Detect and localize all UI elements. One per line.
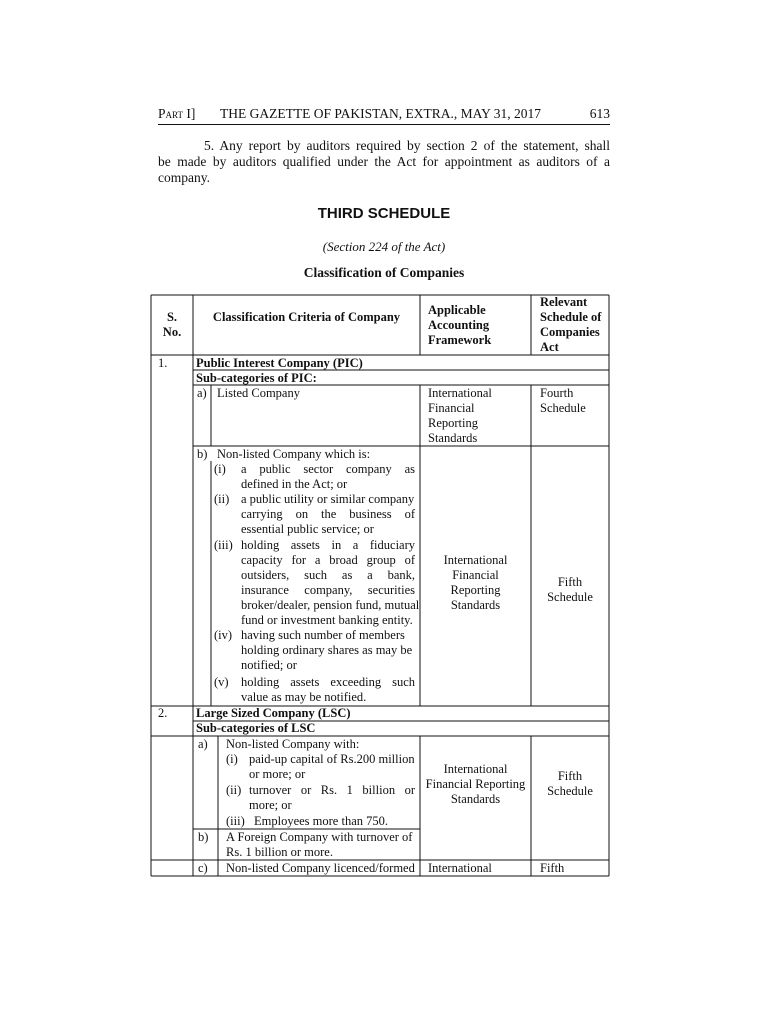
classification-heading: Classification of Companies <box>303 265 465 280</box>
pic-ii-num: (ii) <box>214 492 230 506</box>
lsc-ii-line-2: more; or <box>249 798 292 812</box>
lsc-b-line-1: A Foreign Company with turnover of <box>226 830 413 844</box>
pic-iv-line-1: having such number of members <box>241 628 405 642</box>
header-sno-line-1: S. <box>166 310 178 324</box>
row-number-1: 1. <box>158 356 168 370</box>
lsc-i-num: (i) <box>226 752 238 766</box>
pic-b-schedule-line-2: Schedule <box>547 590 593 604</box>
lsc-framework-line-3: Standards <box>450 792 501 806</box>
pic-title: Public Interest Company (PIC) <box>196 356 363 370</box>
lsc-ii-num: (ii) <box>226 783 242 797</box>
pic-b-label: b) <box>197 447 208 461</box>
lsc-framework <box>420 762 531 807</box>
paragraph-line-2: be made by auditors qualified under the Act for appointment as auditors of a <box>158 154 610 169</box>
row-number-2: 2. <box>158 706 168 720</box>
pic-a-schedule-line-2: Schedule <box>540 401 586 415</box>
lsc-b-line-2: Rs. 1 billion or more. <box>226 845 333 859</box>
lsc-iii-num: (iii) <box>226 814 245 828</box>
lsc-i-line-1: paid-up capital of Rs.200 million <box>249 752 415 766</box>
lsc-a-text: Non-listed Company with: <box>226 737 360 751</box>
pic-iii-line-4: insurance company, securities <box>241 583 415 597</box>
header-schedule-line-1: Relevant <box>540 295 588 309</box>
pic-subcategories: Sub-categories of PIC: <box>196 371 317 385</box>
gazette-title: THE GAZETTE OF PAKISTAN, EXTRA., MAY 31, 2017 <box>220 106 542 121</box>
pic-iii-line-5: broker/dealer, pension fund, mutual <box>241 598 420 612</box>
pic-i-line-2: defined in the Act; or <box>241 477 348 491</box>
lsc-c-text: Non-listed Company licenced/formed <box>226 861 415 875</box>
pic-v-num: (v) <box>214 675 229 689</box>
header-sno-line-2: No. <box>162 325 182 339</box>
paragraph-line-3: company. <box>158 170 210 185</box>
pic-ii-line-1: a public utility or similar company <box>241 492 415 506</box>
pic-iv-line-2: holding ordinary shares as may be <box>241 643 413 657</box>
header-schedule-line-2: Schedule of <box>540 310 602 324</box>
header-schedule-line-4: Act <box>540 340 559 354</box>
pic-v-line-2: value as may be notified. <box>241 690 367 704</box>
pic-iii-line-6: fund or investment banking entity. <box>241 613 413 627</box>
pic-iii-line-3: outsiders, such as a bank, <box>241 568 415 582</box>
pic-a-framework <box>428 386 492 446</box>
pic-ii-line-2: carrying on the business of <box>241 507 415 521</box>
pic-iii-line-2: capacity for a broad group of <box>241 553 415 567</box>
pic-i-line-1: a public sector company as <box>241 462 415 476</box>
lsc-schedule <box>531 769 609 799</box>
pic-i-num: (i) <box>214 462 226 476</box>
pic-a-framework-line-3: Reporting <box>428 416 478 430</box>
pic-iv-num: (iv) <box>214 628 233 642</box>
lsc-c-schedule: Fifth <box>540 861 565 875</box>
pic-b-schedule-line-1: Fifth <box>557 575 583 589</box>
pic-a-framework-line-2: Financial <box>428 401 475 415</box>
lsc-ii-line-1: turnover or Rs. 1 billion or <box>249 783 415 797</box>
pic-b-framework-line-3: Reporting <box>450 583 501 597</box>
pic-b-schedule <box>531 575 609 605</box>
pic-a-schedule <box>540 386 586 416</box>
header-criteria: Classification Criteria of Company <box>212 310 401 324</box>
pic-b-framework <box>420 553 531 613</box>
pic-b-framework-line-4: Standards <box>450 598 501 612</box>
pic-b-text: Non-listed Company which is: <box>217 447 371 461</box>
pic-ii-line-3: essential public service; or <box>241 522 374 536</box>
pic-a-schedule-line-1: Fourth <box>540 386 574 400</box>
lsc-c-label: c) <box>198 861 208 875</box>
lsc-subcategories: Sub-categories of LSC <box>196 721 316 735</box>
paragraph-line-1: 5. Any report by auditors required by section 2 of the statement, shall <box>204 138 610 153</box>
lsc-schedule-line-2: Schedule <box>547 784 593 798</box>
lsc-a-label: a) <box>198 737 208 751</box>
lsc-framework-line-2: Financial Reporting <box>425 777 526 791</box>
header-schedule <box>540 295 601 355</box>
pic-a-text: Listed Company <box>217 386 300 400</box>
page-number: 613 <box>589 106 610 121</box>
pic-a-framework-line-1: International <box>428 386 492 400</box>
part-label: Part I] <box>158 106 196 121</box>
lsc-title: Large Sized Company (LSC) <box>196 706 351 720</box>
pic-iii-num: (iii) <box>214 538 233 552</box>
pic-a-label: a) <box>197 386 207 400</box>
lsc-b-label: b) <box>198 830 209 844</box>
lsc-framework-line-1: International <box>443 762 508 776</box>
schedule-subtitle: (Section 224 of the Act) <box>322 239 446 254</box>
header-sno <box>151 310 193 340</box>
lsc-schedule-line-1: Fifth <box>557 769 583 783</box>
lsc-i-line-2: or more; or <box>249 767 306 781</box>
header-schedule-line-3: Companies <box>540 325 600 339</box>
header-framework <box>428 303 491 348</box>
pic-a-framework-line-4: Standards <box>428 431 478 445</box>
pic-iv-line-3: notified; or <box>241 658 297 672</box>
schedule-title: THIRD SCHEDULE <box>317 205 451 222</box>
pic-b-framework-line-2: Financial <box>452 568 499 582</box>
lsc-c-framework: International <box>428 861 492 875</box>
pic-v-line-1: holding assets exceeding such <box>241 675 415 689</box>
header-framework-line-2: Accounting <box>428 318 490 332</box>
header-framework-line-3: Framework <box>428 333 492 347</box>
header-framework-line-1: Applicable <box>428 303 486 317</box>
lsc-iii-line-1: Employees more than 750. <box>254 814 388 828</box>
pic-b-framework-line-1: International <box>443 553 508 567</box>
pic-iii-line-1: holding assets in a fiduciary <box>241 538 415 552</box>
